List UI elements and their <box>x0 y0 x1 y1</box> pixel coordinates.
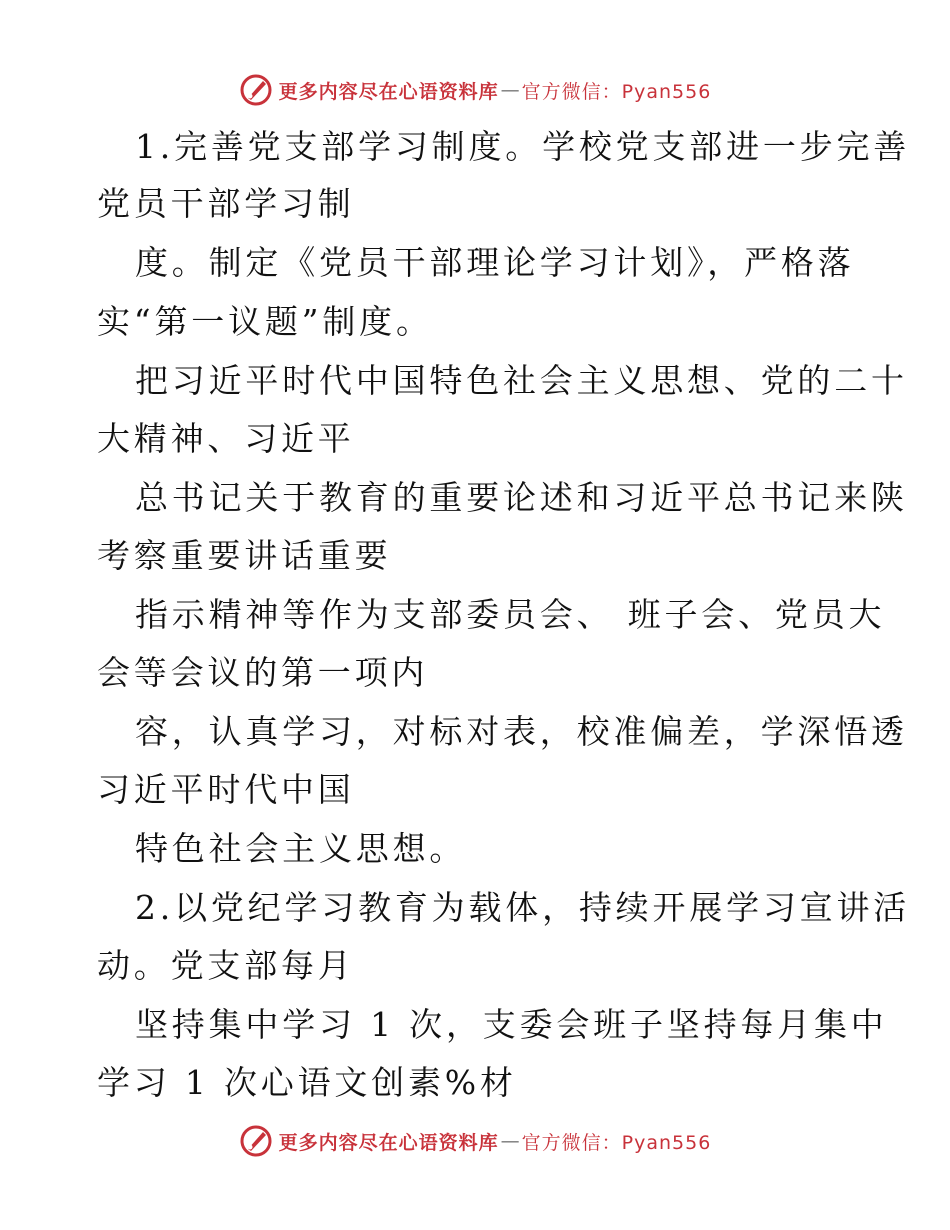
body-line: 特色社会主义思想。 <box>135 829 467 868</box>
quill-pen-circle-icon <box>239 73 273 107</box>
watermark-wechat-text: 官方微信：Pyan556 <box>521 80 712 103</box>
body-line: 学习 1 次心语文创素%材 <box>97 1063 517 1102</box>
body-line: 党员干部学习制 <box>97 184 355 223</box>
body-line: 坚持集中学习 1 次，支委会班子坚持每月集中 <box>135 1005 888 1044</box>
body-line: 总书记关于教育的重要论述和习近平总书记来陕 <box>135 478 908 517</box>
watermark-site-text: 更多内容尽在心语资料库 <box>278 1131 499 1154</box>
watermark-separator: — <box>500 79 520 101</box>
body-line: 2.以党纪学习教育为载体，持续开展学习宣讲活 <box>135 888 911 927</box>
body-line: 大精神、习近平 <box>97 419 355 458</box>
footer-watermark <box>0 1121 950 1161</box>
body-line: 实“第一议题”制度。 <box>97 302 433 341</box>
quill-pen-circle-icon <box>239 1124 273 1158</box>
watermark-site-text: 更多内容尽在心语资料库 <box>278 80 499 103</box>
body-line: 考察重要讲话重要 <box>97 536 392 575</box>
body-line: 习近平时代中国 <box>97 770 355 809</box>
body-line: 容，认真学习，对标对表，校准偏差，学深悟透 <box>135 712 908 751</box>
body-line: 动。党支部每月 <box>97 946 355 985</box>
body-line: 1.完善党支部学习制度。学校党支部进一步完善 <box>135 127 911 166</box>
watermark-separator: — <box>500 1130 520 1152</box>
body-line: 指示精神等作为支部委员会、 班子会、党员大 <box>135 595 886 634</box>
watermark-wechat-text: 官方微信：Pyan556 <box>521 1131 712 1154</box>
body-line: 度。制定《党员干部理论学习计划》，严格落 <box>135 243 855 282</box>
body-line: 会等会议的第一项内 <box>97 653 429 692</box>
header-watermark <box>0 70 950 110</box>
body-line: 把习近平时代中国特色社会主义思想、党的二十 <box>135 361 908 400</box>
